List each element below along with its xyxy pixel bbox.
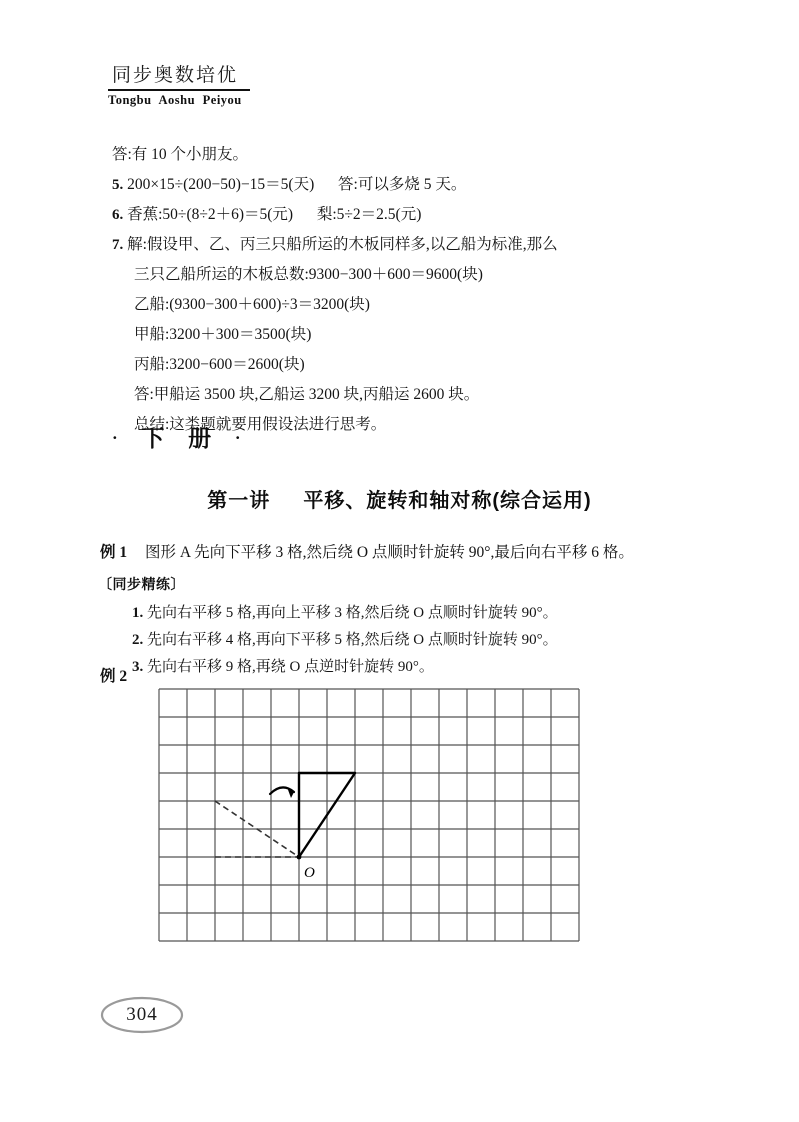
example-2-label: 例 2 [100, 668, 128, 685]
practice-item-3-number: 3. [132, 659, 144, 675]
practice-list [132, 600, 712, 681]
answer-item-7-line5: 丙船:3200−600＝2600(块) [134, 356, 305, 373]
divider-dot-left: · [112, 428, 127, 447]
chapter-number: 第一讲 [207, 490, 271, 512]
answer-item-7-line2: 三只乙船所运的木板总数:9300−300＋600＝9600(块) [134, 266, 483, 283]
answer-item-6 [112, 200, 712, 230]
practice-heading: 〔同步精练〕 [98, 576, 185, 592]
point-o-label: O [304, 865, 315, 881]
practice-item-1-text: 先向右平移 5 格,再向上平移 3 格,然后绕 O 点顺时针旋转 90°。 [147, 605, 558, 621]
item-5-number: 5. [112, 177, 124, 193]
practice-item-2 [132, 627, 712, 654]
chapter-title [0, 484, 799, 513]
header-title-pinyin: Tongbu Aoshu Peiyou [108, 92, 242, 107]
item-7-number: 7. [112, 237, 124, 253]
item-6-number: 6. [112, 207, 124, 223]
header-title-cn: 同步奥数培优 [112, 65, 239, 86]
answer-item-7-line6: 答:甲船运 3500 块,乙船运 3200 块,丙船运 2600 块。 [134, 386, 480, 403]
rotation-arrow-icon [270, 787, 294, 798]
item-5-expression: 200×15÷(200−50)−15＝5(天) [127, 176, 315, 193]
answer-item-7-line7: 总结:这类题就要用假设法进行思考。 [134, 416, 387, 433]
grid-lines [159, 689, 579, 941]
item-6-answer: 梨:5÷2＝2.5(元) [316, 206, 422, 223]
chapter-title-text: 平移、旋转和轴对称(综合运用) [303, 490, 592, 512]
item-5-answer: 答:可以多烧 5 天。 [338, 176, 467, 193]
practice-item-2-number: 2. [132, 632, 144, 648]
page-number-text: 304 [126, 1004, 158, 1025]
page-number-badge [100, 995, 184, 1035]
example-1-label: 例 1 [100, 544, 128, 561]
running-header [108, 64, 408, 108]
practice-item-3-text: 先向右平移 9 格,再绕 O 点逆时针旋转 90°。 [147, 659, 434, 675]
practice-item-1 [132, 600, 712, 627]
practice-item-1-number: 1. [132, 605, 144, 621]
answers-block [112, 140, 712, 440]
practice-item-3 [132, 654, 712, 681]
practice-item-2-text: 先向右平移 4 格,再向下平移 5 格,然后绕 O 点顺时针旋转 90°。 [147, 632, 558, 648]
answer-item-7-line4: 甲船:3200＋300＝3500(块) [134, 326, 312, 343]
item-7-text-1: 解:假设甲、乙、丙三只船所运的木板同样多,以乙船为标准,那么 [127, 236, 558, 253]
answer-line-children: 答:有 10 个小朋友。 [112, 146, 249, 163]
answer-item-5 [112, 170, 712, 200]
answer-item-7-line1 [112, 230, 712, 260]
point-o-marker [297, 855, 302, 860]
volume-divider-label: 下 册 [141, 426, 221, 451]
grid-figure-svg [158, 688, 582, 944]
example-1 [100, 540, 720, 566]
volume-divider [112, 420, 250, 453]
header-rule [108, 89, 250, 91]
grid-figure [158, 688, 582, 944]
item-6-expression: 香蕉:50÷(8÷2＋6)＝5(元) [127, 206, 294, 223]
divider-dot-right: · [234, 428, 250, 447]
example-1-text: 图形 A 先向下平移 3 格,然后绕 O 点顺时针旋转 90°,最后向右平移 6 格。 [145, 544, 634, 561]
answer-item-7-line3: 乙船:(9300−300＋600)÷3＝3200(块) [134, 296, 370, 313]
